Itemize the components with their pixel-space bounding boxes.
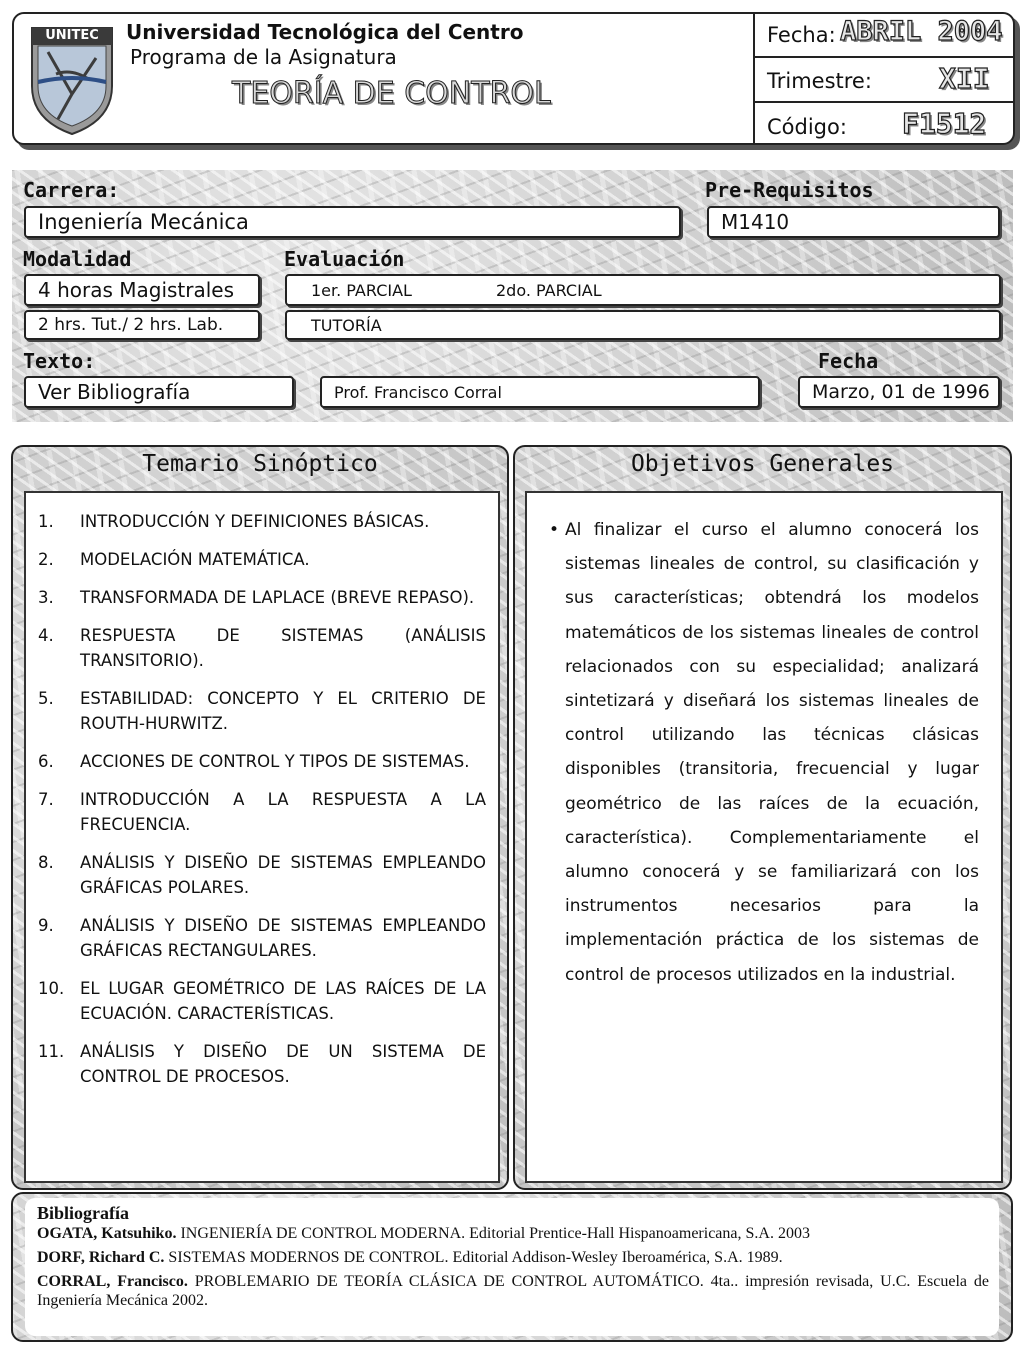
modalidad-field-1: 4 horas Magistrales	[24, 274, 260, 306]
trimestre-value: XII	[939, 62, 990, 95]
temario-item	[38, 913, 486, 963]
temario-item	[38, 585, 486, 610]
program-label: Programa de la Asignatura	[130, 45, 397, 69]
bibliografia-entry	[37, 1248, 989, 1267]
temario-item-text: RESPUESTA DE SISTEMAS (ANÁLISIS TRANSITORIO).	[80, 626, 486, 670]
temario-item-number: 2.	[38, 550, 54, 569]
university-logo	[28, 24, 116, 136]
bibliografia-author: DORF, Richard C.	[37, 1249, 165, 1266]
objetivos-text: Al finalizar el curso el alumno conocerá los sistemas lineales de control, su clasificación y sus características; obtendrá los modelos matemáticos de los sistemas lineales de control relacionados con su especialidad; analizará sintetizará y diseñará los sistemas lineales de control utilizando las técnicas clásicas disponibles (transitoria, frecuencial y lugar geométrico de las raíces de la ecuación, característica). Complementariamente el alumno conocerá y se familiarizará con los instrumentos necesarios para la implementación práctica de los sistemas de control de procesos utilizados en la industrial.	[565, 520, 979, 985]
carrera-label: Carrera:	[23, 178, 120, 202]
temario-item-number: 4.	[38, 626, 54, 645]
temario-item	[38, 787, 486, 837]
evaluacion-label: Evaluación	[284, 247, 405, 271]
row-divider-1	[753, 56, 1013, 58]
temario-item-text: INTRODUCCIÓN Y DEFINICIONES BÁSICAS.	[80, 512, 430, 531]
temario-title: Temario Sinóptico	[142, 451, 378, 477]
temario-item-number: 3.	[38, 588, 54, 607]
fecha-form-label: Fecha	[818, 349, 879, 373]
course-info-panel	[12, 170, 1013, 422]
evaluacion-field-1	[285, 274, 1001, 306]
temario-item-number: 6.	[38, 752, 54, 771]
objetivos-bullet: •	[549, 520, 560, 540]
trimestre-label: Trimestre:	[767, 69, 872, 93]
bibliografia-work: PROBLEMARIO DE TEORÍA CLÁSICA DE CONTROL AUTOMÁTICO. 4ta.. impresión revisada, U.C. Escuela de Ingeniería Mecánica 2002.	[37, 1273, 989, 1309]
temario-item	[38, 547, 486, 572]
temario-item-text: ACCIONES DE CONTROL Y TIPOS DE SISTEMAS.	[80, 752, 470, 771]
objetivos-panel	[513, 445, 1012, 1190]
row-divider-2	[753, 101, 1013, 103]
temario-item-number: 11.	[38, 1042, 65, 1061]
temario-item	[38, 1039, 486, 1089]
carrera-field: Ingeniería Mecánica	[24, 206, 681, 238]
header-panel	[12, 12, 1015, 145]
texto-label: Texto:	[23, 349, 96, 373]
temario-item-number: 10.	[38, 979, 65, 998]
profesor-field: Prof. Francisco Corral	[320, 376, 760, 408]
temario-item-number: 7.	[38, 790, 54, 809]
header-divider	[753, 14, 755, 143]
temario-item-text: MODELACIÓN MATEMÁTICA.	[80, 550, 310, 569]
prereq-field: M1410	[707, 206, 1000, 238]
codigo-label: Código:	[767, 115, 847, 139]
temario-item-text: ESTABILIDAD: CONCEPTO Y EL CRITERIO DE ROUTH-HURWITZ.	[80, 689, 486, 733]
course-title: TEORÍA DE CONTROL	[232, 76, 551, 111]
modalidad-label: Modalidad	[23, 247, 132, 271]
bibliografia-title: Bibliografía	[37, 1203, 130, 1223]
bibliografia-author: CORRAL, Francisco.	[37, 1273, 188, 1290]
temario-item-text: TRANSFORMADA DE LAPLACE (BREVE REPASO).	[80, 588, 475, 607]
bibliografia-panel	[11, 1192, 1013, 1342]
fecha-form-field: Marzo, 01 de 1996	[798, 376, 1000, 408]
texto-field: Ver Bibliografía	[24, 376, 294, 408]
temario-item	[38, 686, 486, 736]
modalidad-field-2: 2 hrs. Tut./ 2 hrs. Lab.	[24, 310, 260, 340]
temario-item	[38, 850, 486, 900]
temario-item-number: 5.	[38, 689, 54, 708]
temario-item	[38, 509, 486, 534]
prereq-label: Pre-Requisitos	[705, 178, 874, 202]
temario-item	[38, 749, 486, 774]
bibliografia-box	[25, 1198, 999, 1336]
temario-list	[24, 491, 500, 1183]
bibliografia-entry	[37, 1224, 989, 1243]
temario-item-number: 8.	[38, 853, 54, 872]
bibliografia-work: INGENIERÍA DE CONTROL MODERNA. Editorial Prentice-Hall Hispanoamericana, S.A. 2003	[176, 1225, 810, 1242]
bibliografia-author: OGATA, Katsuhiko.	[37, 1225, 177, 1242]
university-name: Universidad Tecnológica del Centro	[126, 20, 524, 44]
temario-item	[38, 976, 486, 1026]
evaluacion-field-2: TUTORÍA	[285, 310, 1001, 340]
logo-text: UNITEC	[45, 28, 99, 43]
eval-parcial-1: 1er. PARCIAL	[311, 280, 412, 300]
temario-item	[38, 623, 486, 673]
bibliografia-work: SISTEMAS MODERNOS DE CONTROL. Editorial Addison-Wesley Iberoamérica, S.A. 1989.	[164, 1249, 783, 1266]
temario-item-number: 9.	[38, 916, 54, 935]
bibliografia-entry	[37, 1272, 989, 1310]
temario-item-text: ANÁLISIS Y DISEÑO DE SISTEMAS EMPLEANDO GRÁFICAS POLARES.	[80, 853, 486, 897]
codigo-value: F1512	[902, 107, 987, 140]
temario-item-text: INTRODUCCIÓN A LA RESPUESTA A LA FRECUENCIA.	[80, 790, 486, 834]
temario-item-text: ANÁLISIS Y DISEÑO DE SISTEMAS EMPLEANDO GRÁFICAS RECTANGULARES.	[80, 916, 486, 960]
temario-item-number: 1.	[38, 512, 54, 531]
temario-item-text: ANÁLISIS Y DISEÑO DE UN SISTEMA DE CONTROL DE PROCESOS.	[80, 1042, 486, 1086]
fecha-label: Fecha:	[767, 23, 836, 47]
objetivos-title: Objetivos Generales	[630, 451, 895, 477]
fecha-value: ABRIL 2004	[840, 16, 1003, 47]
temario-item-text: EL LUGAR GEOMÉTRICO DE LAS RAÍCES DE LA ECUACIÓN. CARACTERÍSTICAS.	[80, 979, 486, 1023]
eval-parcial-2: 2do. PARCIAL	[496, 280, 602, 300]
temario-panel	[11, 445, 509, 1190]
objetivos-box	[525, 491, 1003, 1183]
